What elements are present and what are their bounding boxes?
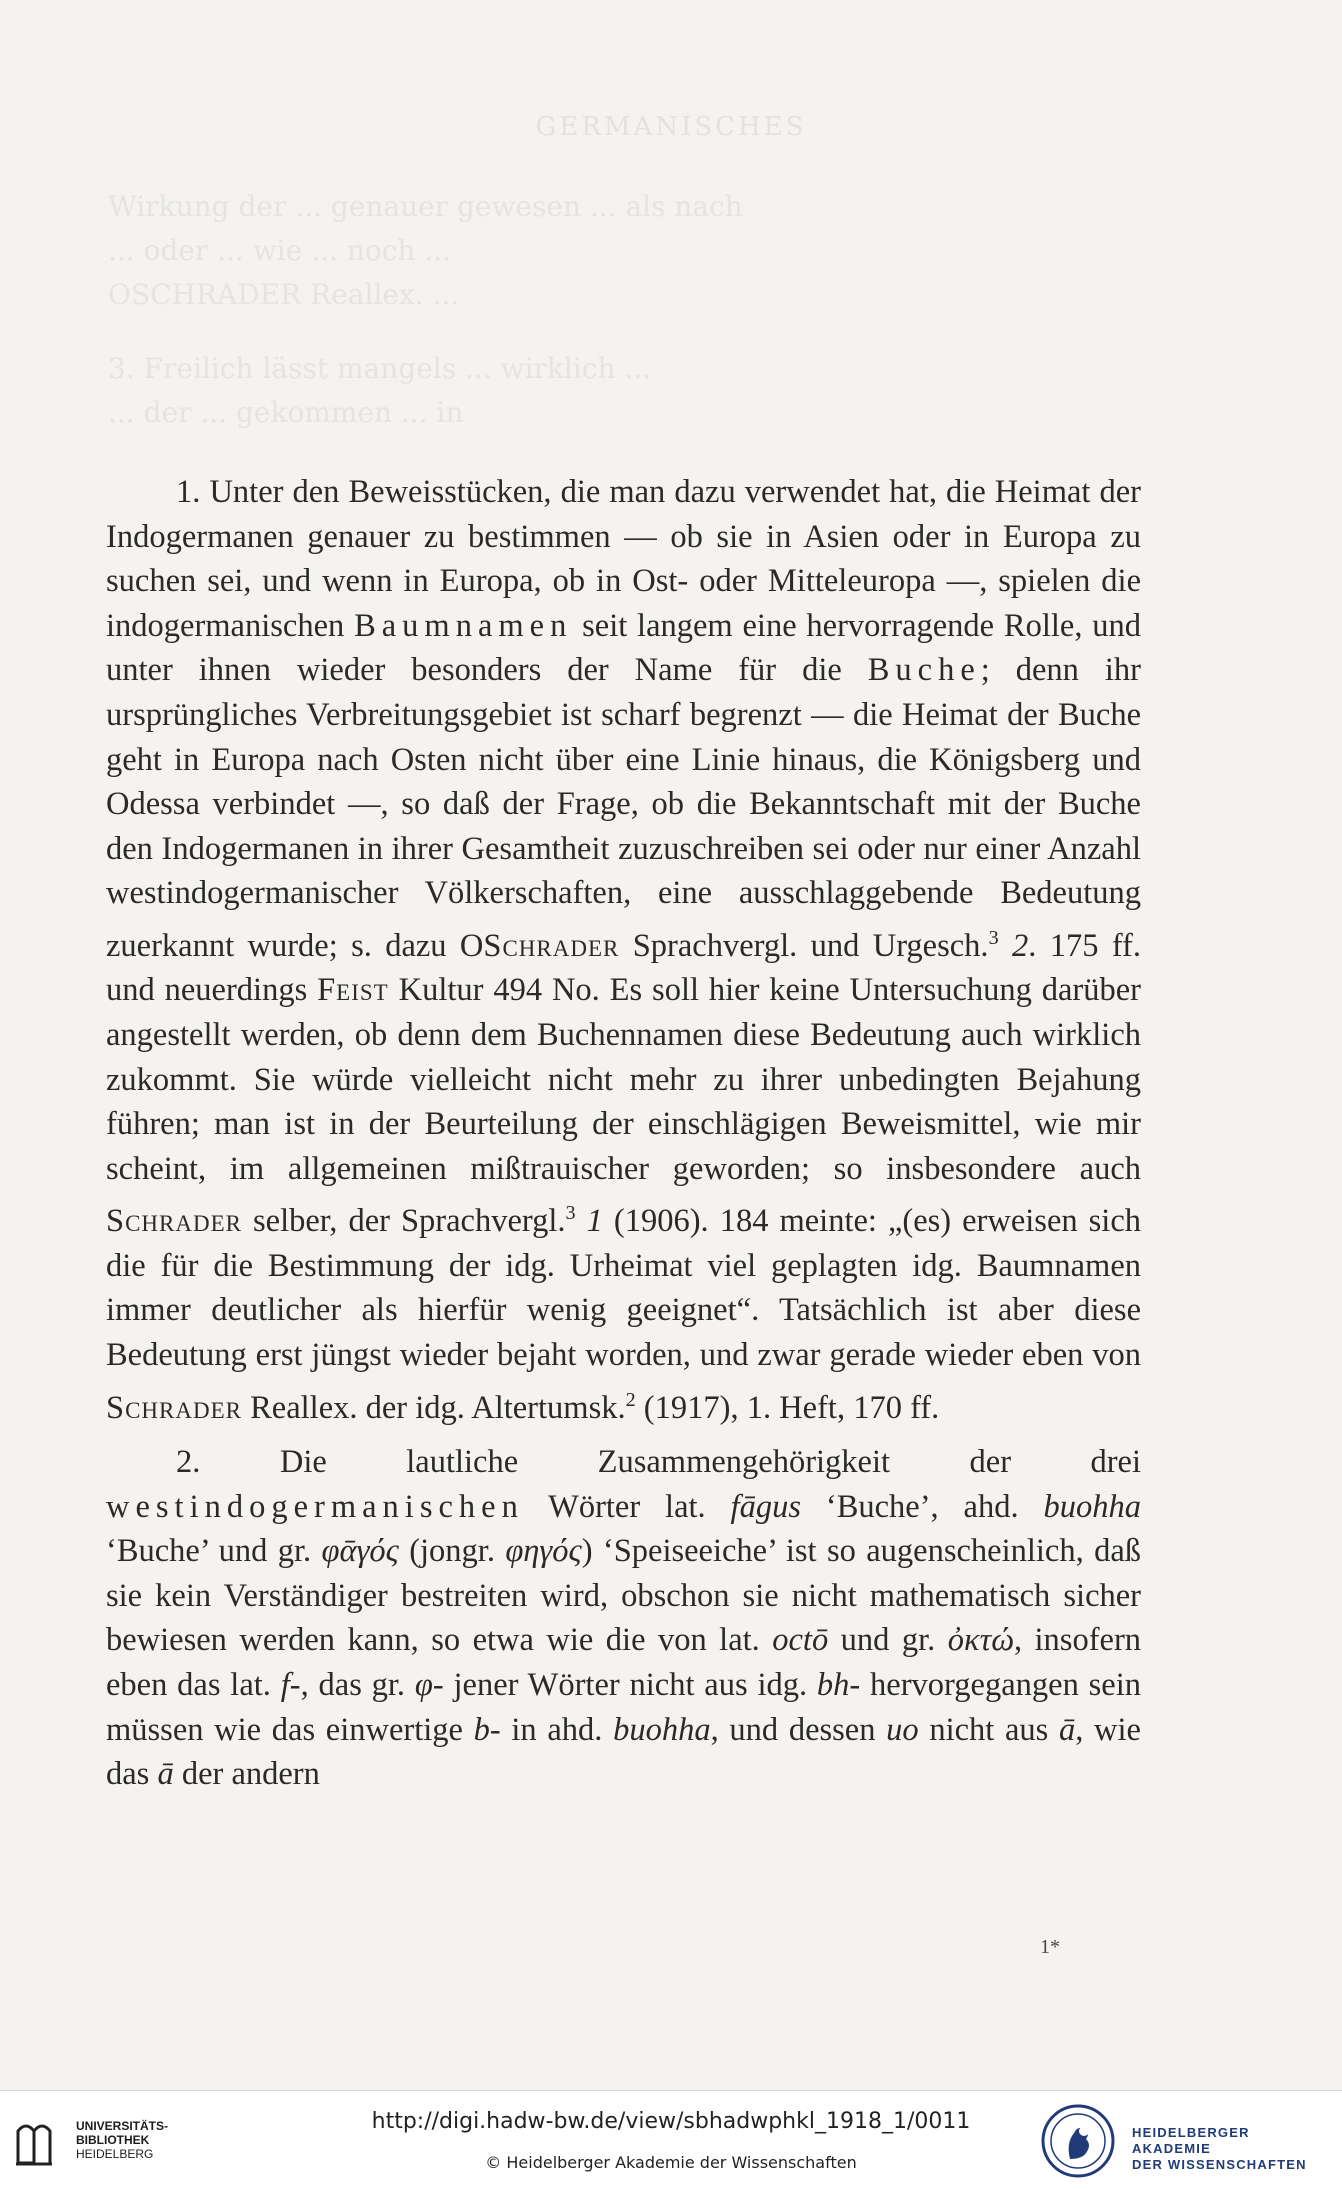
text-run: Schrader [106,1203,242,1240]
faded-running-header: GERMANISCHES [535,112,807,142]
text-run: in ahd. [500,1711,614,1748]
text-run: ; denn ihr ursprüngliches Verbreitungsgebiet ist scharf begrenzt — die Heimat der Buche geht in Europa nach Osten nicht über eine Linie hinaus, die Königsberg und Odessa verbindet —, so daß der Frage, ob die Bekanntschaft mit der Buche den Indogermanen in ihrer Gesamtheit zuzuschreiben sei oder nur einer Anzahl westindogermanischer Völkerschaften, eine ausschlaggebende Bedeutung zuerkannt wurde; s. dazu O [106,652,1141,964]
text-run: selber, der Sprachvergl. [241,1203,566,1240]
document-url-link[interactable]: http://digi.hadw-bw.de/view/sbhadwphkl_1918_1/0011 [371,2109,971,2134]
text-run: 2 [625,1388,636,1411]
text-run: bh- [816,1666,861,1703]
text-run: ā [1059,1711,1076,1748]
text-run: fāgus [730,1488,801,1525]
text-run: (1917), 1. Heft, 170 ff. [635,1389,940,1426]
copyright-notice: © Heidelberger Akademie der Wissenschaften [485,2153,857,2172]
text-run: nicht aus [918,1711,1059,1748]
text-run: ā [157,1756,174,1793]
text-run: . 175 ff. und neuerdings [106,927,1142,1009]
text-run: Buche [867,652,981,689]
text-run: hervorgegangen sein müssen wie das einwertige [106,1666,1141,1748]
page-folio: 1* [1040,1936,1060,1958]
text-run: Reallex. der idg. Altertumsk. [241,1389,626,1426]
show-through-text: Wirkung der ... genauer gewesen ... als nach ... oder ... wie ... noch ... OSCHRADER Reallex. ... 3. Freilich lässt mangels ... wirklich ... ... der ... gekommen ... in [108,190,743,429]
text-run: der andern [173,1756,320,1793]
text-run: , wie das [106,1711,1141,1793]
text-run: octō [772,1622,829,1659]
paragraph-number: 2. [176,1443,280,1480]
text-run [576,1203,587,1239]
text-run: φ- [414,1666,444,1703]
text-run: ‘Buche’, ahd. [800,1488,1044,1525]
text-run: , das gr. [300,1666,415,1703]
text-run: b- [473,1711,501,1748]
academy-name: HEIDELBERGER AKADEMIE DER WISSENSCHAFTEN [1132,2125,1307,2172]
text-run: Schrader [106,1389,242,1426]
text-run: buohha [613,1711,711,1748]
text-run: 3 [988,926,999,949]
text-run: 1 [586,1203,603,1240]
text-run: Wörter lat. [523,1488,731,1525]
text-run: Schrader [483,927,620,964]
text-run: , und dessen [710,1711,887,1748]
text-run: φᾱγός [321,1533,399,1570]
text-run: (1906). 184 meinte: „(es) erweisen sich die für die Bestimmung der idg. Urheimat viel geplagten idg. Baumnamen immer deutlicher als hierfür wenig geeignet“. Tatsächlich ist aber diese Bedeutung erst jüngst wieder bejaht worden, und zwar gerade wieder eben von [106,1203,1141,1373]
text-run: Feist [317,972,389,1009]
text-run: ὀκτώ [947,1622,1014,1659]
text-run: und gr. [828,1622,948,1659]
paragraph-number: 1. [176,474,210,510]
text-run: buohha [1043,1488,1141,1525]
text-run [999,928,1012,964]
text-run: 3 [565,1202,576,1225]
text-run: f- [280,1666,301,1703]
text-run: ‘Buche’ und gr. [106,1533,322,1570]
academy-logo[interactable] [1040,2103,1330,2179]
body-text [106,470,1141,1807]
text-run: ) ‘Speiseeiche’ ist so augenscheinlich, daß sie kein Verständiger bestreiten wird, obschon sie nicht mathematisch sicher bewiesen werden kann, so etwa wie die von lat. [106,1533,1142,1659]
university-library-name: UNIVERSITÄTS- BIBLIOTHEK HEIDELBERG [76,2119,169,2161]
text-run: Baumnamen [354,607,573,644]
text-run: westindogermanischen [106,1488,524,1525]
text-run: uo [886,1711,919,1748]
text-run: seit langem eine hervorragende Rolle, und unter ihnen wieder besonders der Name für die [106,607,1141,689]
text-run: Kultur 494 No. Es soll hier keine Untersuchung darüber angestellt werden, ob denn dem Buchennamen diese Bedeutung auch wirklich zukommt. Sie würde vielleicht nicht mehr zu ihrer unbedingten Bejahung führen; man ist in der Beurteilung der einschlägigen Beweismittel, wie mir scheint, im allgemeinen mißtrauischer geworden; so insbesondere auch [106,972,1141,1187]
text-run: φηγός [505,1533,582,1570]
text-run: Sprachvergl. und Urgesch. [619,927,989,964]
text-run: 2 [1012,927,1029,964]
footer-bar [0,2090,1342,2189]
text-run: , insofern eben das lat. [106,1622,1142,1703]
text-run: jener Wörter nicht aus idg. [443,1666,817,1703]
text-run: Unter den Beweisstücken, die man dazu verwendet hat, die Heimat der Indogermanen genauer zu bestimmen — ob sie in Asien oder in Europa zu suchen sei, und wenn in Europa, ob in Ost- oder Mitteleuropa —, spielen die indogermanischen [106,474,1141,644]
paragraph-2 [106,1440,1141,1797]
paragraph-1 [106,470,1141,1430]
text-run: Die lautliche Zusammengehörigkeit der drei [279,1443,1142,1480]
academy-seal-icon [1040,2103,1116,2179]
text-run: (jongr. [398,1533,506,1570]
